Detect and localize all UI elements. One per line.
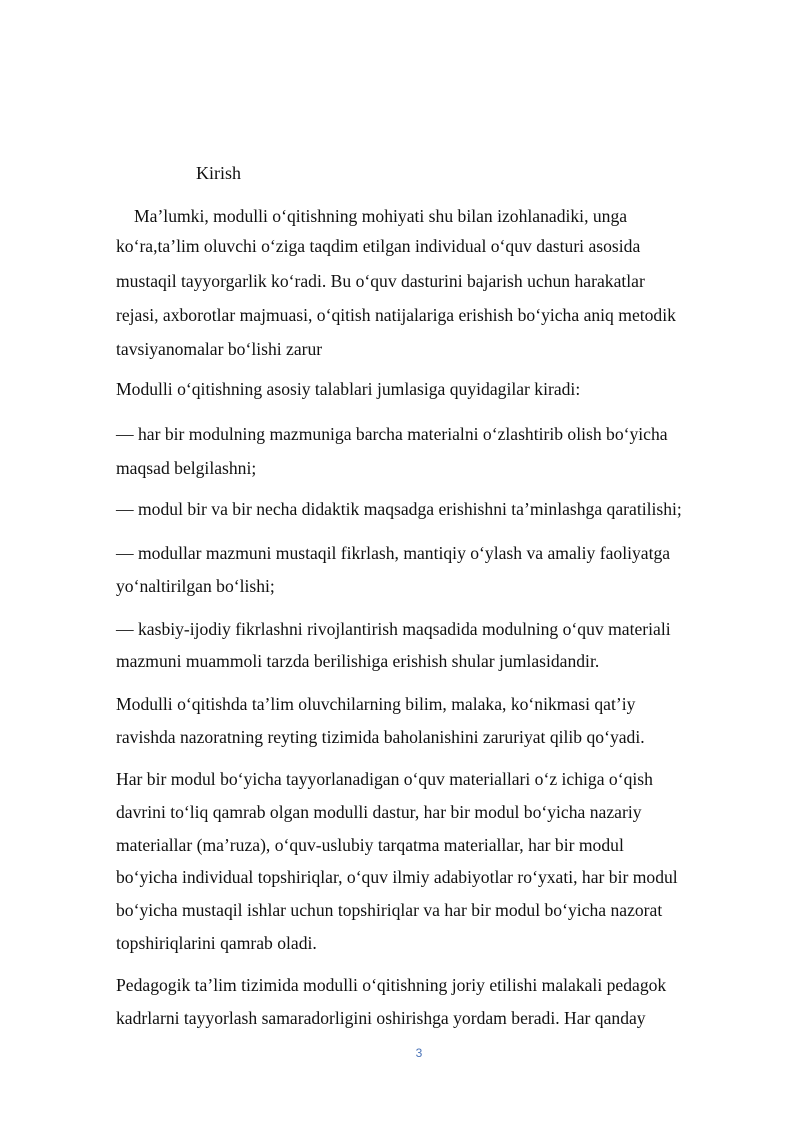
text-line: bo‘yicha mustaqil ishlar uchun topshiriqlar va har bir modul bo‘yicha nazorat [116, 900, 663, 920]
list-item-line: mazmuni muammoli tarzda berilishiga erishish shular jumlasidandir. [116, 651, 600, 671]
list-item-line: yo‘naltirilgan bo‘lishi; [116, 576, 275, 596]
list-item-line: — modul bir va bir necha didaktik maqsadga erishishni ta’minlashga qaratilishi; [116, 499, 682, 519]
section-heading: Kirish [196, 163, 241, 183]
text-line: rejasi, axborotlar majmuasi, o‘qitish natijalariga erishish bo‘yicha aniq metodik [116, 305, 676, 325]
text-line: Modulli o‘qitishning asosiy talablari jumlasiga quyidagilar kiradi: [116, 379, 581, 399]
list-item-line: — har bir modulning mazmuniga barcha materialni o‘zlashtirib olish bo‘yicha [116, 424, 668, 444]
text-line: topshiriqlarini qamrab oladi. [116, 933, 317, 953]
text-line: ravishda nazoratning reyting tizimida baholanishini zaruriyat qilib qo‘yadi. [116, 727, 645, 747]
text-line: ko‘ra,ta’lim oluvchi o‘ziga taqdim etilgan individual o‘quv dasturi asosida [116, 236, 641, 256]
text-line: Modulli o‘qitishda ta’lim oluvchilarning bilim, malaka, ko‘nikmasi qat’iy [116, 694, 636, 714]
text-line: mustaqil tayyorgarlik ko‘radi. Bu o‘quv dasturini bajarish uchun harakatlar [116, 271, 645, 291]
text-line: Ma’lumki, modulli o‘qitishning mohiyati shu bilan izohlanadiki, unga [134, 206, 628, 226]
list-item-line: — kasbiy-ijodiy fikrlashni rivojlantirish maqsadida modulning o‘quv materiali [116, 619, 671, 639]
page-number: 3 [415, 1046, 423, 1060]
text-line: Har bir modul bo‘yicha tayyorlanadigan o‘quv materiallari o‘z ichiga o‘qish [116, 769, 653, 789]
text-line: davrini to‘liq qamrab olgan modulli dastur, har bir modul bo‘yicha nazariy [116, 802, 642, 822]
text-line: Pedagogik ta’lim tizimida modulli o‘qitishning joriy etilishi malakali pedagok [116, 975, 667, 995]
text-line: kadrlarni tayyorlash samaradorligini oshirishga yordam beradi. Har qanday [116, 1008, 646, 1028]
list-item-line: — modullar mazmuni mustaqil fikrlash, mantiqiy o‘ylash va amaliy faoliyatga [116, 543, 671, 563]
list-item-line: maqsad belgilashni; [116, 458, 257, 478]
text-line: bo‘yicha individual topshiriqlar, o‘quv ilmiy adabiyotlar ro‘yxati, har bir modul [116, 867, 678, 887]
text-line: materiallar (ma’ruza), o‘quv-uslubiy tarqatma materiallar, har bir modul [116, 835, 624, 855]
text-line: tavsiyanomalar bo‘lishi zarur [116, 339, 323, 359]
